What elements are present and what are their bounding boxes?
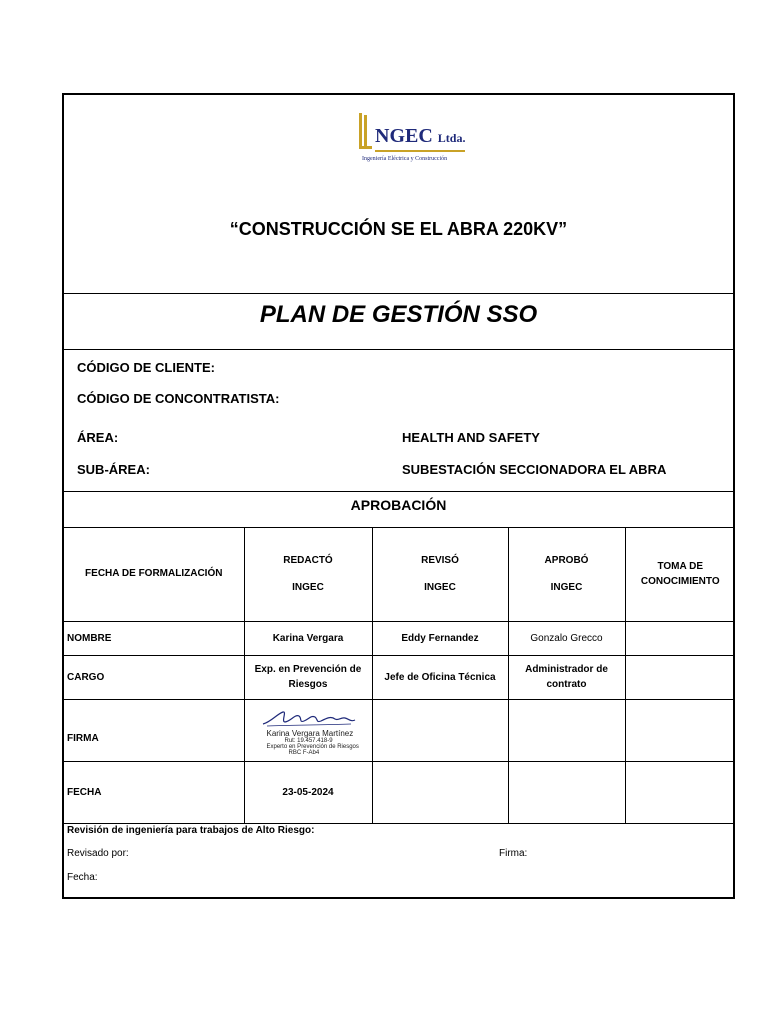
header-toma-line1: TOMA DE [657, 560, 704, 572]
firma-toma [625, 699, 735, 761]
cargo-redacto-line1: Exp. en Prevención de [254, 664, 362, 675]
table-row [64, 761, 735, 823]
subarea-label: SUB-ÁREA: [77, 462, 150, 477]
header-aprobo [508, 527, 625, 621]
fecha-toma [625, 761, 735, 823]
header-aprobo-org: INGEC [550, 581, 583, 593]
project-title: “CONSTRUCCIÓN SE EL ABRA 220KV” [229, 219, 568, 239]
client-code-label: CÓDIGO DE CLIENTE: [77, 360, 215, 375]
company-logo [358, 113, 470, 165]
header-reviso-org: INGEC [424, 581, 456, 593]
divider [64, 349, 733, 350]
handwritten-signature-icon [261, 708, 357, 730]
table-row [64, 655, 735, 699]
header-toma-line2: CONOCIMIENTO [640, 575, 720, 587]
contractor-code-label: CÓDIGO DE CONCONTRATISTA: [77, 391, 280, 406]
divider [64, 491, 733, 492]
firma-label: FIRMA [64, 699, 244, 761]
fecha-footer-label: Fecha: [67, 872, 98, 883]
cargo-aprobo [508, 655, 625, 699]
nombre-label: NOMBRE [64, 621, 244, 655]
table-row [64, 621, 735, 655]
nombre-toma [625, 621, 735, 655]
cargo-label: CARGO [64, 655, 244, 699]
area-value: HEALTH AND SAFETY [402, 430, 540, 445]
logo-mark-icon [358, 113, 372, 149]
cargo-aprobo-line2: contrato [546, 679, 587, 690]
signature-stamp: Karina Vergara Martínez Rut: 19.457.418-9 Experto en Prevención de Riesgos RBC F-Ab4 [266, 729, 359, 756]
cargo-reviso: Jefe de Oficina Técnica [372, 655, 508, 699]
cargo-aprobo-line1: Administrador de [525, 664, 608, 675]
logo-underline [375, 150, 465, 152]
review-title: Revisión de ingeniería para trabajos de Alto Riesgo: [67, 825, 315, 836]
subarea-value: SUBESTACIÓN SECCIONADORA EL ABRA [402, 462, 667, 477]
revisado-por-label: Revisado por: [67, 848, 129, 859]
firma-redacto [244, 699, 372, 761]
header-fecha-formalizacion: FECHA DE FORMALIZACIÓN [64, 527, 244, 621]
approval-table [64, 527, 735, 824]
header-toma-conocimiento [625, 527, 735, 621]
header-redacto [244, 527, 372, 621]
signature [245, 700, 372, 760]
area-label: ÁREA: [77, 430, 119, 445]
fecha-reviso [372, 761, 508, 823]
approval-title: APROBACIÓN [350, 497, 447, 513]
firma-footer-label: Firma: [499, 848, 528, 859]
logo-wordmark: NGEC Ltda. [375, 125, 466, 147]
cargo-toma [625, 655, 735, 699]
divider [64, 293, 733, 294]
header-reviso [372, 527, 508, 621]
cargo-redacto [244, 655, 372, 699]
cargo-redacto-line2: Riesgos [288, 679, 328, 690]
header-redacto-label: REDACTÓ [283, 554, 333, 566]
header-row [64, 527, 735, 621]
header-aprobo-label: APROBÓ [544, 554, 589, 566]
fecha-label: FECHA [64, 761, 244, 823]
fecha-aprobo [508, 761, 625, 823]
header-redacto-org: INGEC [292, 581, 324, 593]
fecha-redacto: 23-05-2024 [244, 761, 372, 823]
table-row [64, 699, 735, 761]
nombre-reviso: Eddy Fernandez [372, 621, 508, 655]
nombre-aprobo: Gonzalo Grecco [508, 621, 625, 655]
firma-aprobo [508, 699, 625, 761]
plan-title: PLAN DE GESTIÓN SSO [259, 301, 538, 328]
header-reviso-label: REVISÓ [421, 554, 459, 566]
logo-tagline: Ingeniería Eléctrica y Construcción [362, 156, 448, 162]
document-frame [62, 93, 735, 899]
nombre-redacto: Karina Vergara [244, 621, 372, 655]
firma-reviso [372, 699, 508, 761]
